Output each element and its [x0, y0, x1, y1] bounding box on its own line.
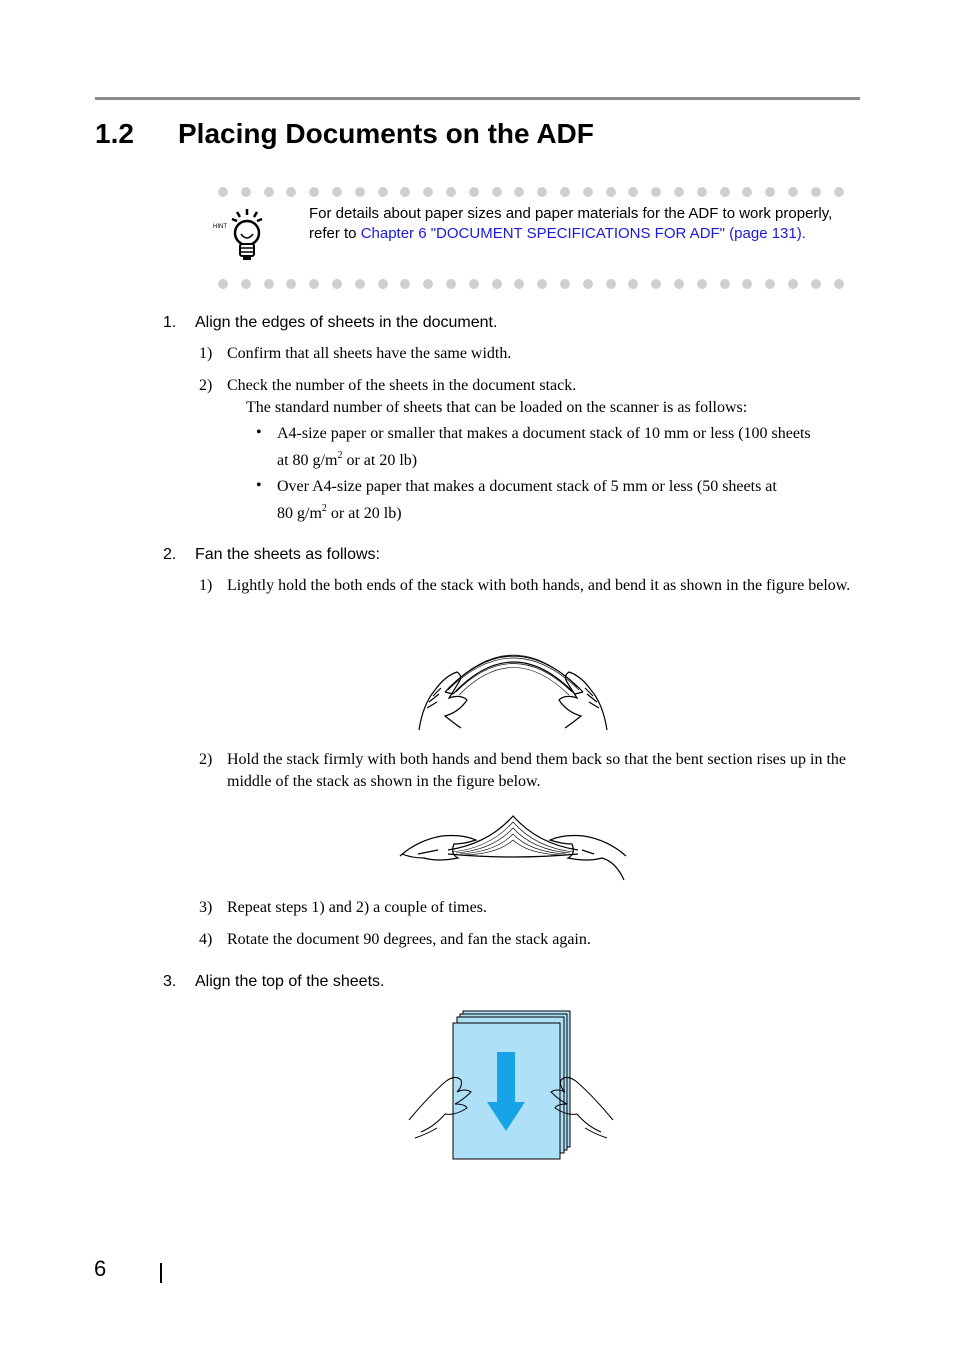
dot	[674, 187, 684, 197]
bullet-marker: •	[256, 477, 262, 494]
substep-2-4-text: Rotate the document 90 degrees, and fan the stack again.	[227, 931, 591, 948]
dot	[765, 279, 775, 289]
hint-icon-label: HINT	[213, 224, 227, 230]
dot	[286, 279, 296, 289]
dot	[492, 187, 502, 197]
dot	[378, 187, 388, 197]
hint-top-dotted-rule	[218, 187, 846, 197]
dot	[765, 187, 775, 197]
bullet-1-line2	[277, 450, 867, 472]
substep-1-1-number: 1)	[199, 345, 213, 362]
bullet-2-unit: 80 g/m	[277, 505, 322, 522]
dot	[537, 187, 547, 197]
dot	[674, 279, 684, 289]
dot	[492, 279, 502, 289]
bullet-2-line2	[277, 503, 867, 525]
dot	[241, 187, 251, 197]
substep-2-2-text: Hold the stack firmly with both hands and bend them back so that the bent section rises up in the middle of the stack as shown in the figure below.	[227, 751, 846, 790]
dot	[583, 279, 593, 289]
dot	[788, 279, 798, 289]
dot	[378, 279, 388, 289]
hint-bottom-dotted-rule	[218, 279, 846, 289]
dot	[742, 279, 752, 289]
dot	[811, 279, 821, 289]
bullet-2-line1: Over A4-size paper that makes a document stack of 5 mm or less (50 sheets at	[277, 478, 777, 495]
section-title: Placing Documents on the ADF	[178, 118, 594, 149]
dot	[332, 279, 342, 289]
footer-divider	[160, 1263, 162, 1283]
substep-1-1-text: Confirm that all sheets have the same width.	[227, 345, 512, 362]
dot	[469, 187, 479, 197]
dot	[628, 279, 638, 289]
hint-trailing-period: .	[801, 224, 806, 242]
substep-2-3-number: 3)	[199, 899, 213, 916]
substep-1-2-note: The standard number of sheets that can be loaded on the scanner is as follows:	[246, 399, 748, 416]
chapter-6-link[interactable]: Chapter 6 "DOCUMENT SPECIFICATIONS FOR ADF" (page 131)	[360, 224, 802, 242]
dot	[606, 279, 616, 289]
dot	[423, 279, 433, 289]
step-2-number: 2.	[163, 546, 177, 563]
dot	[286, 187, 296, 197]
section-number: 1.2	[95, 118, 134, 149]
dot	[514, 279, 524, 289]
bullet-2-tail: or at 20 lb)	[326, 505, 402, 522]
dot	[332, 187, 342, 197]
step-1-text: Align the edges of sheets in the document.	[195, 314, 498, 331]
dot	[834, 279, 844, 289]
substep-2-3-text: Repeat steps 1) and 2) a couple of times.	[227, 899, 487, 916]
dot	[720, 279, 730, 289]
dot	[218, 279, 228, 289]
dot	[628, 187, 638, 197]
dot	[651, 279, 661, 289]
dot	[446, 279, 456, 289]
hint-body: For details about paper sizes and paper materials for the ADF to work properly, refer to	[309, 205, 833, 242]
bullet-2-superscript: 2	[321, 502, 327, 514]
step-1-number: 1.	[163, 314, 177, 331]
dot	[469, 279, 479, 289]
dot	[241, 279, 251, 289]
dot	[834, 187, 844, 197]
dot	[355, 279, 365, 289]
dot	[309, 279, 319, 289]
bullet-1-line1: A4-size paper or smaller that makes a document stack of 10 mm or less (100 sheets	[277, 425, 811, 442]
dot	[514, 187, 524, 197]
dot	[537, 279, 547, 289]
substep-2-2-number: 2)	[199, 751, 213, 768]
bullet-2	[277, 476, 867, 525]
step-3-text: Align the top of the sheets.	[195, 973, 385, 990]
figure-align-top	[405, 1008, 617, 1164]
hint-text	[309, 204, 839, 243]
bullet-1-tail: or at 20 lb)	[342, 452, 418, 469]
dot	[264, 279, 274, 289]
substep-2-1-text: Lightly hold the both ends of the stack with both hands, and bend it as shown in the figure below.	[227, 577, 851, 594]
dot	[400, 187, 410, 197]
dot	[218, 187, 228, 197]
dot	[788, 187, 798, 197]
bullet-1	[277, 423, 867, 472]
bullet-1-unit: at 80 g/m	[277, 452, 338, 469]
substep-2-4-number: 4)	[199, 931, 213, 948]
step-3-number: 3.	[163, 973, 177, 990]
dot	[355, 187, 365, 197]
bullet-1-superscript: 2	[337, 449, 343, 461]
dot	[560, 279, 570, 289]
dot	[742, 187, 752, 197]
header-rule	[95, 97, 860, 100]
substep-1-2-text: Check the number of the sheets in the document stack.	[227, 377, 577, 394]
dot	[583, 187, 593, 197]
dot	[423, 187, 433, 197]
step-2-text: Fan the sheets as follows:	[195, 546, 380, 563]
lightbulb-hint-icon	[210, 206, 272, 262]
dot	[606, 187, 616, 197]
figure-bend-up	[415, 632, 611, 734]
page-number: 6	[94, 1256, 107, 1281]
substep-1-2-number: 2)	[199, 377, 213, 394]
dot	[264, 187, 274, 197]
dot	[446, 187, 456, 197]
dot	[697, 187, 707, 197]
dot	[560, 187, 570, 197]
dot	[811, 187, 821, 197]
dot	[720, 187, 730, 197]
dot	[697, 279, 707, 289]
bullet-marker: •	[256, 424, 262, 441]
dot	[309, 187, 319, 197]
dot	[651, 187, 661, 197]
dot	[400, 279, 410, 289]
figure-bend-down	[398, 810, 628, 882]
substep-2-1-number: 1)	[199, 577, 213, 594]
